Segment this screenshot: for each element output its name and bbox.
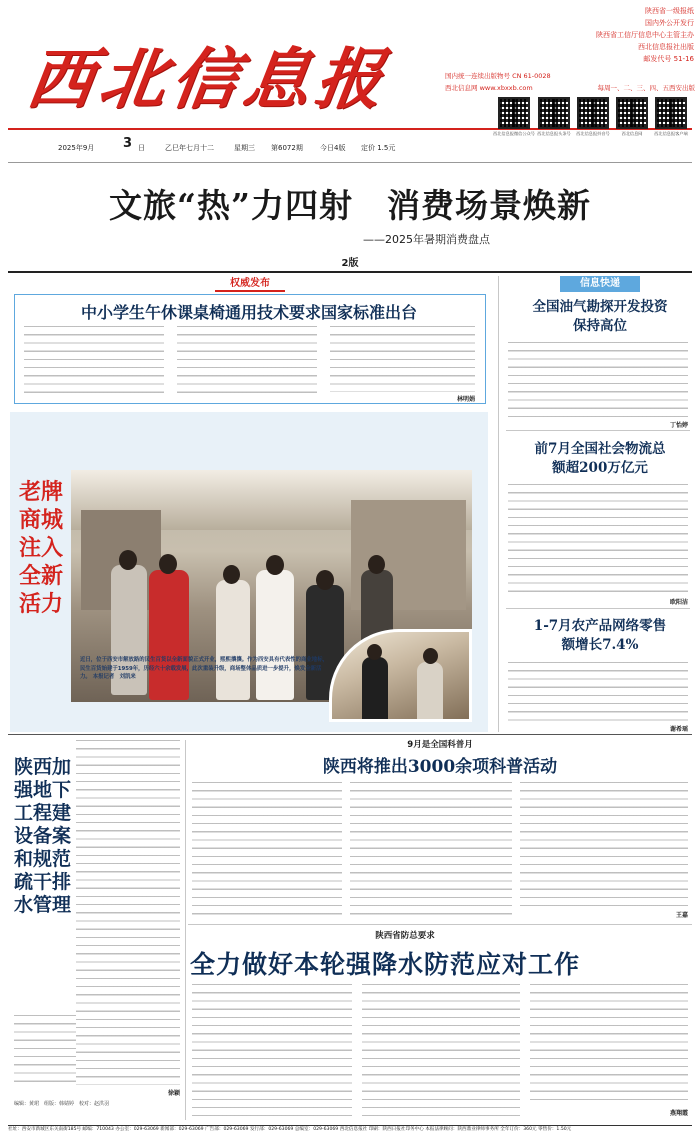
lead-headline[interactable]: 文旅“热”力四射 消费场景焕新 (109, 186, 591, 225)
flood-byline: 燕翔霞 (669, 1110, 688, 1117)
section-label-express: 信息快递 (560, 276, 640, 292)
website: 西北信息网 www.xbxxb.com (445, 84, 533, 92)
inset-person-head (423, 648, 438, 664)
gas-text (508, 342, 688, 420)
authority-text-col-3 (330, 326, 475, 392)
photo-person-head (223, 565, 240, 584)
section-rule (8, 734, 692, 735)
science-text-col-3 (520, 782, 688, 907)
flood-text-col-2 (362, 984, 520, 1116)
date-day: 3 (123, 136, 133, 151)
agri-text (508, 662, 688, 724)
gas-headline[interactable]: 全国油气勘探开发投资保持高位 (532, 299, 668, 334)
dateline-rule (8, 162, 692, 163)
science-headline[interactable]: 陕西将推出3000余项科普活动 (322, 757, 558, 777)
gas-byline: 丁怡婷 (669, 422, 688, 429)
website-qr-icon (616, 97, 648, 129)
science-text-col-1 (192, 782, 342, 920)
lead-subheadline: ——2025年暑期消费盘点 (363, 233, 490, 246)
price: 定价 1.5元 (361, 144, 396, 152)
agri-byline: 谢希瑶 (669, 726, 688, 733)
photo-person (216, 580, 250, 700)
consumption-headline[interactable]: 前7月全国社会物流总额超200万亿元 (534, 441, 666, 476)
consumption-byline: 欧阳洁 (669, 599, 688, 606)
lunar-date: 乙巳年七月十二 (165, 144, 214, 152)
wechat-qr-icon (498, 97, 530, 129)
issue-number: 第6072期 (271, 144, 303, 152)
flood-tag: 陕西省防总要求 (375, 931, 435, 941)
science-tag: 9月是全国科普月 (407, 740, 473, 750)
column-divider (185, 740, 186, 1120)
masthead-info-line: 陕西省一级报纸 (645, 7, 694, 15)
drainage-headline[interactable]: 陕西加强地下工程建设备案和规范疏干排水管理 (14, 756, 72, 916)
inset-person (362, 657, 388, 722)
toutiao-qr-icon (538, 97, 570, 129)
date-year-month: 2025年9月 (58, 144, 95, 152)
qr-label: 西北信息报微信公众号 (493, 131, 535, 136)
app-qr-icon (655, 97, 687, 129)
authority-headline[interactable]: 中小学生午休课桌椅通用技术要求国家标准出台 (80, 303, 417, 322)
authority-text-col-2 (177, 326, 317, 398)
photo-person-head (159, 554, 177, 574)
newspaper-logo: 西北信息报 (22, 40, 394, 118)
science-text-col-2 (350, 782, 512, 920)
masthead-info (458, 5, 694, 65)
photo-person-head (266, 555, 284, 575)
drainage-text (76, 740, 180, 1085)
masthead-info-line: 西北信息报社出版 (638, 43, 694, 51)
drainage-byline: 徐颖 (167, 1090, 180, 1097)
item-divider (188, 924, 692, 925)
qr-label: 西北信息报头条号 (537, 131, 571, 136)
mall-photo-caption (80, 656, 330, 682)
qr-label: 西北信息报抖音号 (576, 131, 610, 136)
cn-number: 国内统一连续出版物号 CN 61-0028 (445, 72, 551, 80)
page-reference[interactable]: 2版 (341, 258, 359, 269)
page-count: 今日4版 (320, 144, 346, 152)
qr-label: 西北信息报客户端 (654, 131, 688, 136)
date-day-suffix: 日 (138, 144, 145, 152)
section-rule (8, 271, 692, 273)
inset-person-head (367, 644, 382, 660)
douyin-qr-icon (577, 97, 609, 129)
schedule: 每周一、二、三、四、五西安出版 (597, 84, 695, 92)
agri-headline[interactable]: 1-7月农产品网络零售额增长7.4% (533, 618, 667, 653)
masthead-bottom-row (445, 83, 695, 92)
flood-headline[interactable]: 全力做好本轮强降水防范应对工作 (190, 950, 581, 979)
authority-byline: 林明娟 (456, 396, 475, 403)
editor-line: 编辑：黄珺 组版：韩婧婷 校对：赵洪羽 (14, 1101, 110, 1107)
mall-vertical-headline[interactable]: 老牌商城注入全新活力 (18, 479, 63, 617)
item-divider (506, 608, 690, 609)
column-divider (498, 276, 499, 732)
consumption-text (508, 484, 688, 594)
inset-person (417, 662, 443, 722)
masthead-info-line: 国内外公开发行 (645, 19, 694, 27)
photo-person-head (368, 555, 385, 574)
masthead-info-line: 陕西省工信厅信息中心主管主办 (596, 31, 694, 39)
qr-label: 西北信息网 (621, 131, 643, 136)
photo-person-head (119, 550, 137, 570)
weekday: 星期三 (234, 144, 255, 152)
dateline (8, 137, 492, 161)
flood-text-col-3 (530, 984, 688, 1104)
item-divider (506, 430, 690, 431)
photo-person-head (316, 570, 334, 590)
science-byline: 王嘉 (675, 912, 688, 919)
flood-text-col-1 (192, 984, 352, 1116)
caption-text: 近日，位于西安市解放路的民生百货以全新面貌正式开业，熙熙攘攘。作为西安具有代表性的商业地标，民生百货始建于1959年，历经六十余载发展，此次重装升级，商场整体品质进一步提升，焕发全新活力。 (80, 657, 328, 680)
masthead-info-line: 邮发代号 51-16 (643, 55, 694, 63)
section-label-authority: 权威发布 (215, 276, 285, 292)
caption-byline: 本报记者 刘凯来 (92, 674, 136, 680)
drainage-text-cont (14, 1015, 76, 1085)
footer: 社址：西安市新城区东关南街185号 邮编：710043 办公室：029-63069 新闻部：029-63069 广告部：029-63069 发行部：029-63069 总编室：029-63069 西北信息报社 印刷：陕西日报社印务中心 本报法律顾问：陕西鼎业律师事务所 全年订价：360元 零售价：1.50元 (8, 1125, 692, 1134)
authority-text-col-1 (24, 326, 164, 398)
